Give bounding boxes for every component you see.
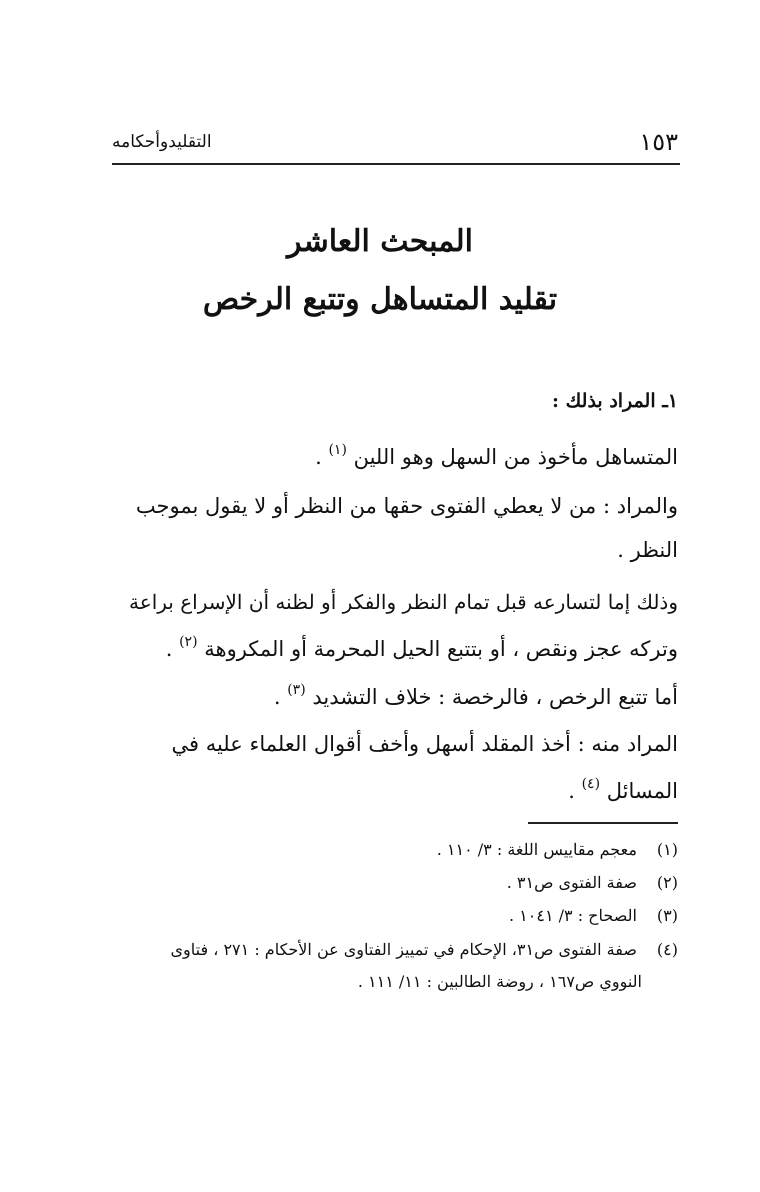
paragraph-line: النظر . xyxy=(617,538,678,562)
running-header-title: التقليدوأحكامه xyxy=(112,132,212,152)
line-text: المسائل xyxy=(606,779,678,803)
footnote-ref: (١) xyxy=(328,442,347,458)
footnote-number: (٣) xyxy=(656,906,678,925)
footnote-text: الصحاح : ٣/ ١٠٤١ . xyxy=(508,906,637,925)
footnote-continuation: النووي ص١٦٧ ، روضة الطالبين : ١١/ ١١١ . xyxy=(357,972,642,991)
line-end-dot: . xyxy=(273,685,281,709)
footnote xyxy=(509,906,678,925)
footnote-ref: (٣) xyxy=(287,682,306,698)
section-heading: المبحث العاشر xyxy=(287,224,473,259)
subsection-title: ١ـ المراد بذلك : xyxy=(552,390,678,412)
line-text: أما تتبع الرخص ، فالرخصة : خلاف التشديد xyxy=(312,685,678,709)
line-text: وتركه عجز ونقص ، أو بتتبع الحيل المحرمة أو المكروهة xyxy=(204,637,678,661)
paragraph-line xyxy=(315,442,678,469)
footnote-ref: (٤) xyxy=(581,776,601,792)
footnote-separator xyxy=(528,822,678,824)
footnote xyxy=(507,873,678,892)
footnote xyxy=(171,940,678,959)
page-number: ١٥٣ xyxy=(639,128,678,156)
paragraph-line xyxy=(274,682,678,709)
paragraph-line: والمراد : من لا يعطي الفتوى حقها من النظر أو لا يقول بموجب xyxy=(135,494,678,518)
footnote-number: (٢) xyxy=(656,873,678,892)
paragraph-line xyxy=(568,776,678,803)
line-end-dot: . xyxy=(568,779,575,803)
line-end-dot: . xyxy=(315,445,322,469)
footnote-text: صفة الفتوى ص٣١ . xyxy=(506,873,637,892)
paragraph-line xyxy=(166,634,678,661)
footnote-number: (١) xyxy=(656,840,678,859)
paragraph-line: المراد منه : أخذ المقلد أسهل وأخف أقوال العلماء عليه في xyxy=(171,732,678,756)
paragraph-line: وذلك إما لتسارعه قبل تمام النظر والفكر أو لظنه أن الإسراع براعة xyxy=(129,590,678,614)
footnote-text: معجم مقاييس اللغة : ٣/ ١١٠ . xyxy=(436,840,637,859)
footnote-ref: (٢) xyxy=(179,634,198,650)
footnote xyxy=(437,840,678,859)
line-text: المتساهل مأخوذ من السهل وهو اللين xyxy=(353,445,678,469)
header-rule xyxy=(112,163,680,165)
line-end-dot: . xyxy=(165,637,173,661)
footnote-number: (٤) xyxy=(656,940,678,959)
section-subheading: تقليد المتساهل وتتبع الرخص xyxy=(202,282,558,317)
footnote-text: صفة الفتوى ص٣١، الإحكام في تمييز الفتاوى عن الأحكام : ٢٧١ ، فتاوى xyxy=(170,940,637,959)
